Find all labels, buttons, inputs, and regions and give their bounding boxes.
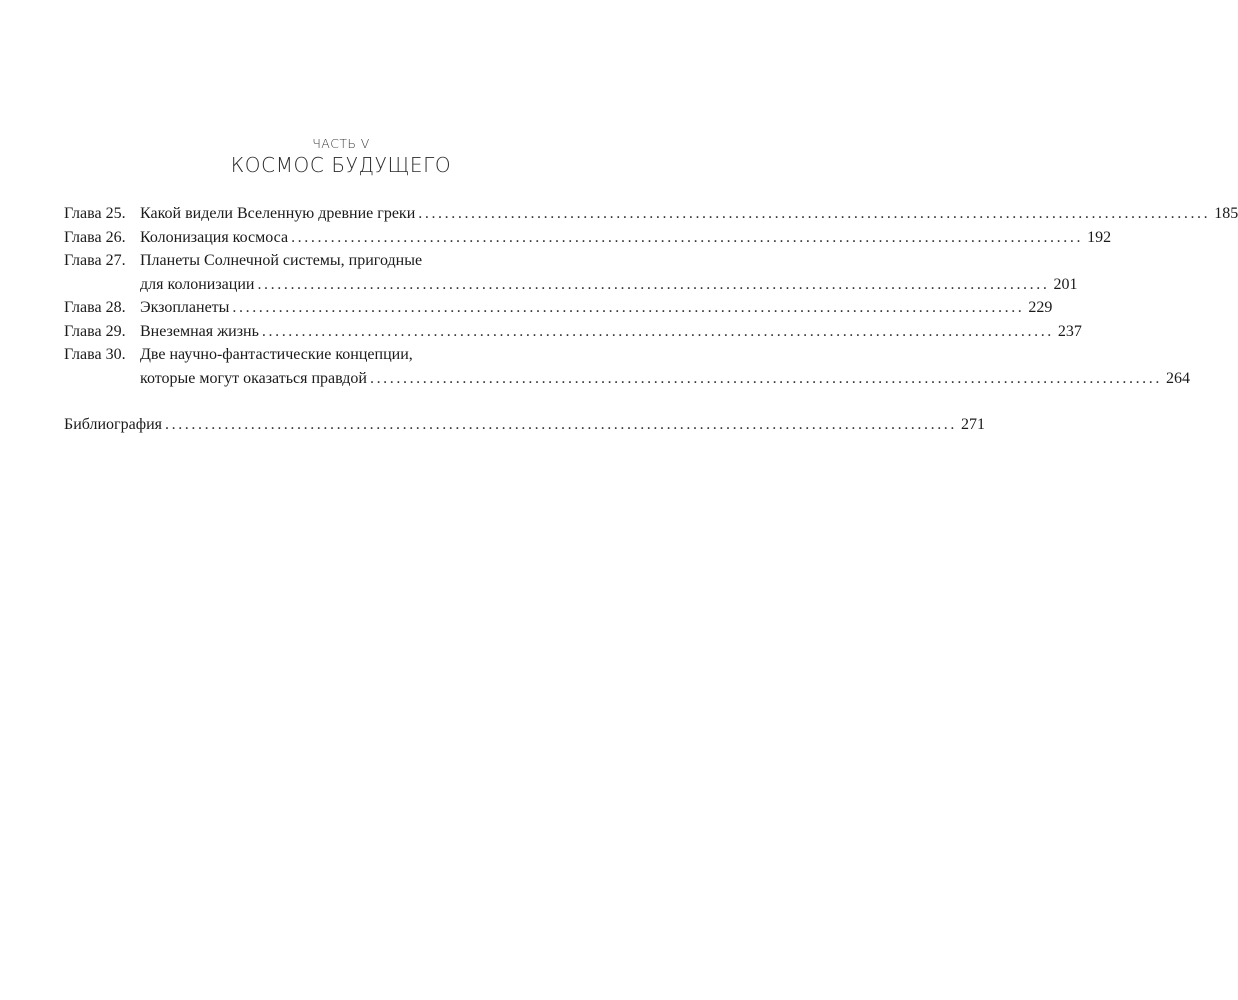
chapter-title: Экзопланеты (140, 299, 230, 316)
dot-leader: ........................................................................................................................ (291, 228, 1084, 246)
toc-entry-chapter-30[interactable] (64, 343, 1190, 390)
chapter-number: Глава 25. (64, 205, 126, 222)
dot-leader: ........................................................................................................................ (369, 369, 1162, 387)
chapter-title-line2: для колонизации (140, 275, 255, 293)
toc-entry-chapter-25[interactable] (64, 202, 1238, 226)
page-number: 201 (1053, 275, 1078, 293)
table-of-contents (64, 202, 1238, 437)
chapter-number: Глава 26. (64, 228, 126, 246)
chapter-number: Глава 30. (64, 346, 126, 363)
chapter-number: Глава 28. (64, 299, 126, 316)
page-number: 192 (1087, 228, 1112, 246)
chapter-title-line1: Две научно-фантастические концепции, (140, 346, 413, 363)
part-label: ЧАСТЬ V (312, 136, 370, 151)
toc-entry-chapter-27[interactable] (64, 249, 1078, 296)
dot-leader: ........................................................................................................................ (418, 205, 1211, 222)
chapter-title: Внеземная жизнь (140, 322, 259, 340)
dot-leader: ........................................................................................................................ (165, 416, 957, 433)
toc-entry-chapter-28[interactable] (64, 296, 1053, 320)
page-number: 237 (1057, 322, 1082, 340)
chapter-title: Колонизация космоса (140, 228, 289, 246)
chapter-title: Какой видели Вселенную древние греки (140, 205, 416, 222)
toc-entry-chapter-26[interactable] (64, 226, 1112, 250)
page-number: 229 (1028, 299, 1053, 316)
chapter-title-line2: которые могут оказаться правдой (140, 369, 367, 387)
bibliography-title: Библиография (64, 416, 162, 433)
dot-leader: ........................................................................................................................ (257, 275, 1050, 293)
page-number: 264 (1165, 369, 1190, 387)
dot-leader: ........................................................................................................................ (232, 299, 1025, 316)
chapter-number: Глава 27. (64, 252, 126, 269)
toc-entry-chapter-29[interactable] (64, 320, 1082, 344)
page-number: 271 (961, 416, 985, 433)
part-title: КОСМОС БУДУЩЕГО (230, 153, 452, 177)
chapter-title-line1: Планеты Солнечной системы, пригодные (140, 252, 423, 269)
dot-leader: ........................................................................................................................ (261, 322, 1054, 340)
toc-entry-bibliography[interactable] (64, 413, 985, 437)
page-number: 185 (1214, 205, 1238, 222)
chapter-number: Глава 29. (64, 322, 126, 340)
